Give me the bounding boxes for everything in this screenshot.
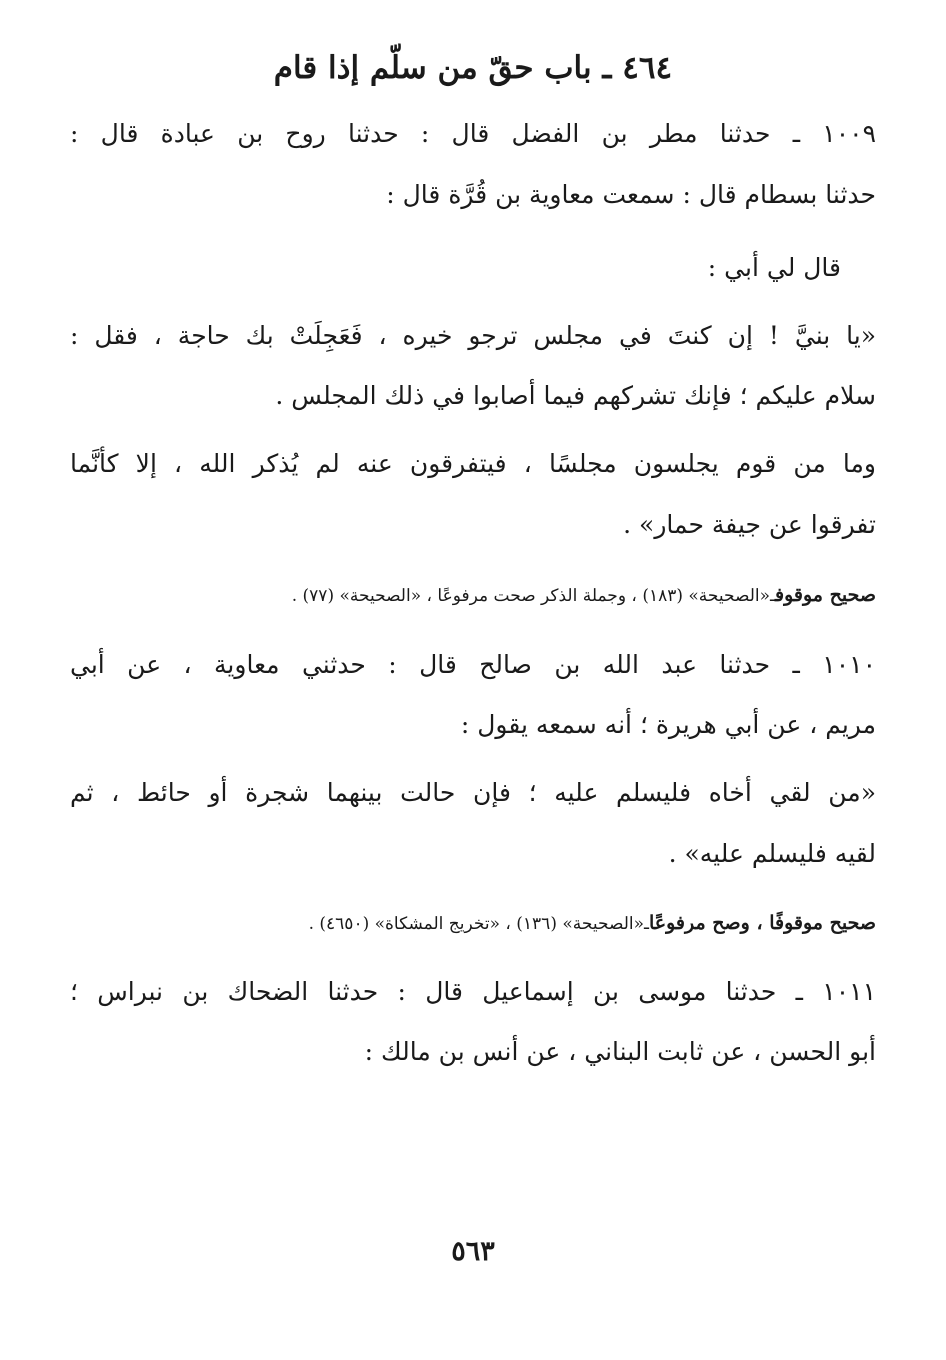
hadith-1009-text-line-3: وما من قوم يجلسون مجلسًا ، فيتفرقون عنه لم يُذكر الله ، إلا كأنَّما	[70, 449, 876, 478]
hadith-1009-intro: قال لي أبي :	[707, 253, 841, 282]
hadith-1011-chain-line-2: أبو الحسن ، عن ثابت البناني ، عن أنس بن مالك :	[364, 1037, 876, 1066]
hadith-1009-grading	[70, 580, 876, 611]
hadith-1009-chain-line-1: ١٠٠٩ ـ حدثنا مطر بن الفضل قال : حدثنا روح بن عبادة قال :	[70, 119, 876, 148]
chapter-title: ٤٦٤ ـ باب حقّ من سلّم إذا قام	[273, 50, 673, 86]
hadith-1010-grade-references: ـ«الصحيحة» (١٣٦) ، «تخريج المشكاة» (٤٦٥٠) .	[308, 914, 649, 934]
hadith-1009-grade-references: ـ«الصحيحة» (١٨٣) ، وجملة الذكر صحت مرفوعًا ، «الصحيحة» (٧٧) .	[291, 586, 776, 606]
hadith-1010-text-line-1: «من لقي أخاه فليسلم عليه ؛ فإن حالت بينهما شجرة أو حائط ، ثم	[70, 778, 876, 807]
hadith-1010-chain-line-1: ١٠١٠ ـ حدثنا عبد الله بن صالح قال : حدثني معاوية ، عن أبي	[70, 650, 876, 679]
hadith-1009-chain-line-2: حدثنا بسطام قال : سمعت معاوية بن قُرَّة قال :	[386, 180, 876, 209]
page-number: ٥٦٣	[451, 1236, 495, 1267]
hadith-1009-text-line-2: سلام عليكم ؛ فإنك تشركهم فيما أصابوا في ذلك المجلس .	[275, 381, 876, 410]
hadith-1010-grade-verdict: صحيح موقوفًا ، وصح مرفوعًا	[648, 912, 876, 934]
hadith-1010-grading	[70, 908, 876, 939]
hadith-1011-chain-line-1: ١٠١١ ـ حدثنا موسى بن إسماعيل قال : حدثنا الضحاك بن نبراس ؛	[70, 977, 876, 1006]
hadith-1009-text-line-1: «يا بنيَّ ! إن كنتَ في مجلس ترجو خيره ، فَعَجِلَتْ بك حاجة ، فقل :	[70, 321, 876, 350]
hadith-1010-text-line-2: لقيه فليسلم عليه» .	[668, 839, 876, 868]
hadith-1009-text-line-4: تفرقوا عن جيفة حمار» .	[623, 510, 876, 539]
hadith-1010-chain-line-2: مريم ، عن أبي هريرة ؛ أنه سمعه يقول :	[460, 710, 876, 739]
hadith-1009-grade-verdict: صحيح موقوف	[775, 584, 876, 606]
